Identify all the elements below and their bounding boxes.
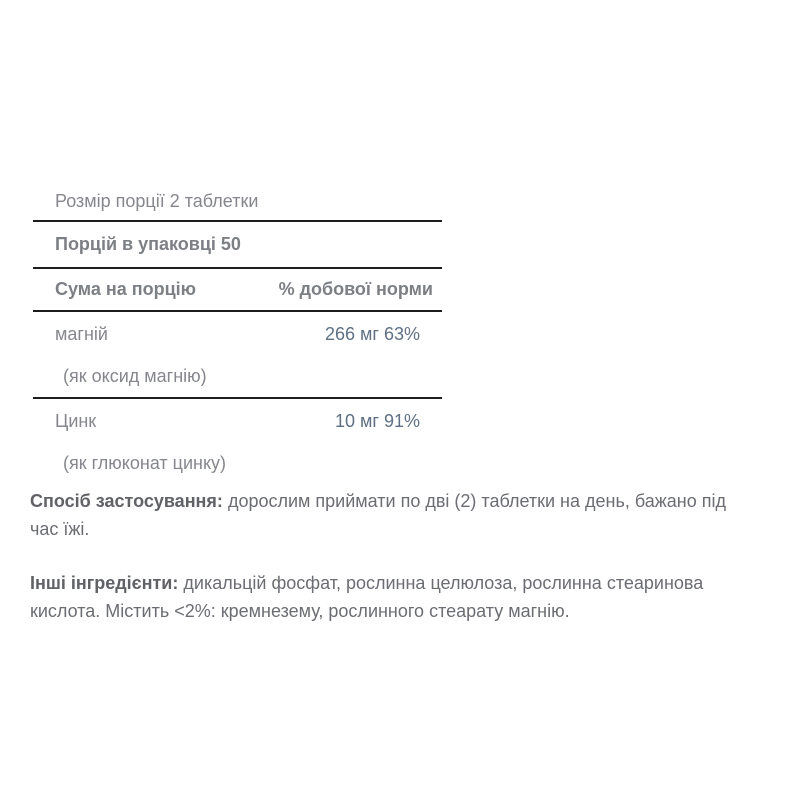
serving-size-row bbox=[33, 182, 442, 220]
nutrient-row-zinc bbox=[33, 399, 442, 443]
nutrient-value: 266 мг 63% bbox=[324, 323, 420, 344]
servings-per-container-row bbox=[33, 222, 442, 267]
directions-paragraph bbox=[30, 487, 752, 543]
nutrient-row-magnesium bbox=[33, 312, 442, 356]
supplement-facts-table bbox=[33, 182, 442, 484]
nutrient-value: 10 мг 91% bbox=[335, 410, 420, 431]
nutrient-source: (як оксид магнію) bbox=[63, 366, 207, 386]
nutrient-name: магній bbox=[55, 323, 108, 344]
serving-size-text: Розмір порції 2 таблетки bbox=[55, 190, 259, 211]
nutrient-name: Цинк bbox=[55, 410, 97, 431]
daily-value-header: % добової норми bbox=[278, 279, 433, 299]
nutrient-source-row bbox=[33, 356, 442, 397]
table-header-row bbox=[33, 269, 442, 310]
other-ingredients-paragraph bbox=[30, 569, 752, 625]
directions-title: Спосіб застосування: bbox=[30, 491, 223, 511]
amount-per-serving-header: Сума на порцію bbox=[55, 279, 197, 299]
servings-per-container-text: Порцій в упаковці 50 bbox=[55, 234, 241, 254]
nutrient-source: (як глюконат цинку) bbox=[63, 453, 227, 473]
nutrient-source-row bbox=[33, 443, 442, 484]
label-paragraphs bbox=[30, 487, 752, 625]
directions-text: дорослим приймати по дві (2) таблетки на день, бажано під час їжі. bbox=[30, 491, 726, 539]
other-ingredients-text: дикальцій фосфат, рослинна целюлоза, рослинна стеаринова кислота. Містить <2%: кремнезему, рослинного стеарату магнію. bbox=[30, 573, 704, 621]
other-ingredients-title: Інші інгредієнти: bbox=[30, 573, 179, 593]
